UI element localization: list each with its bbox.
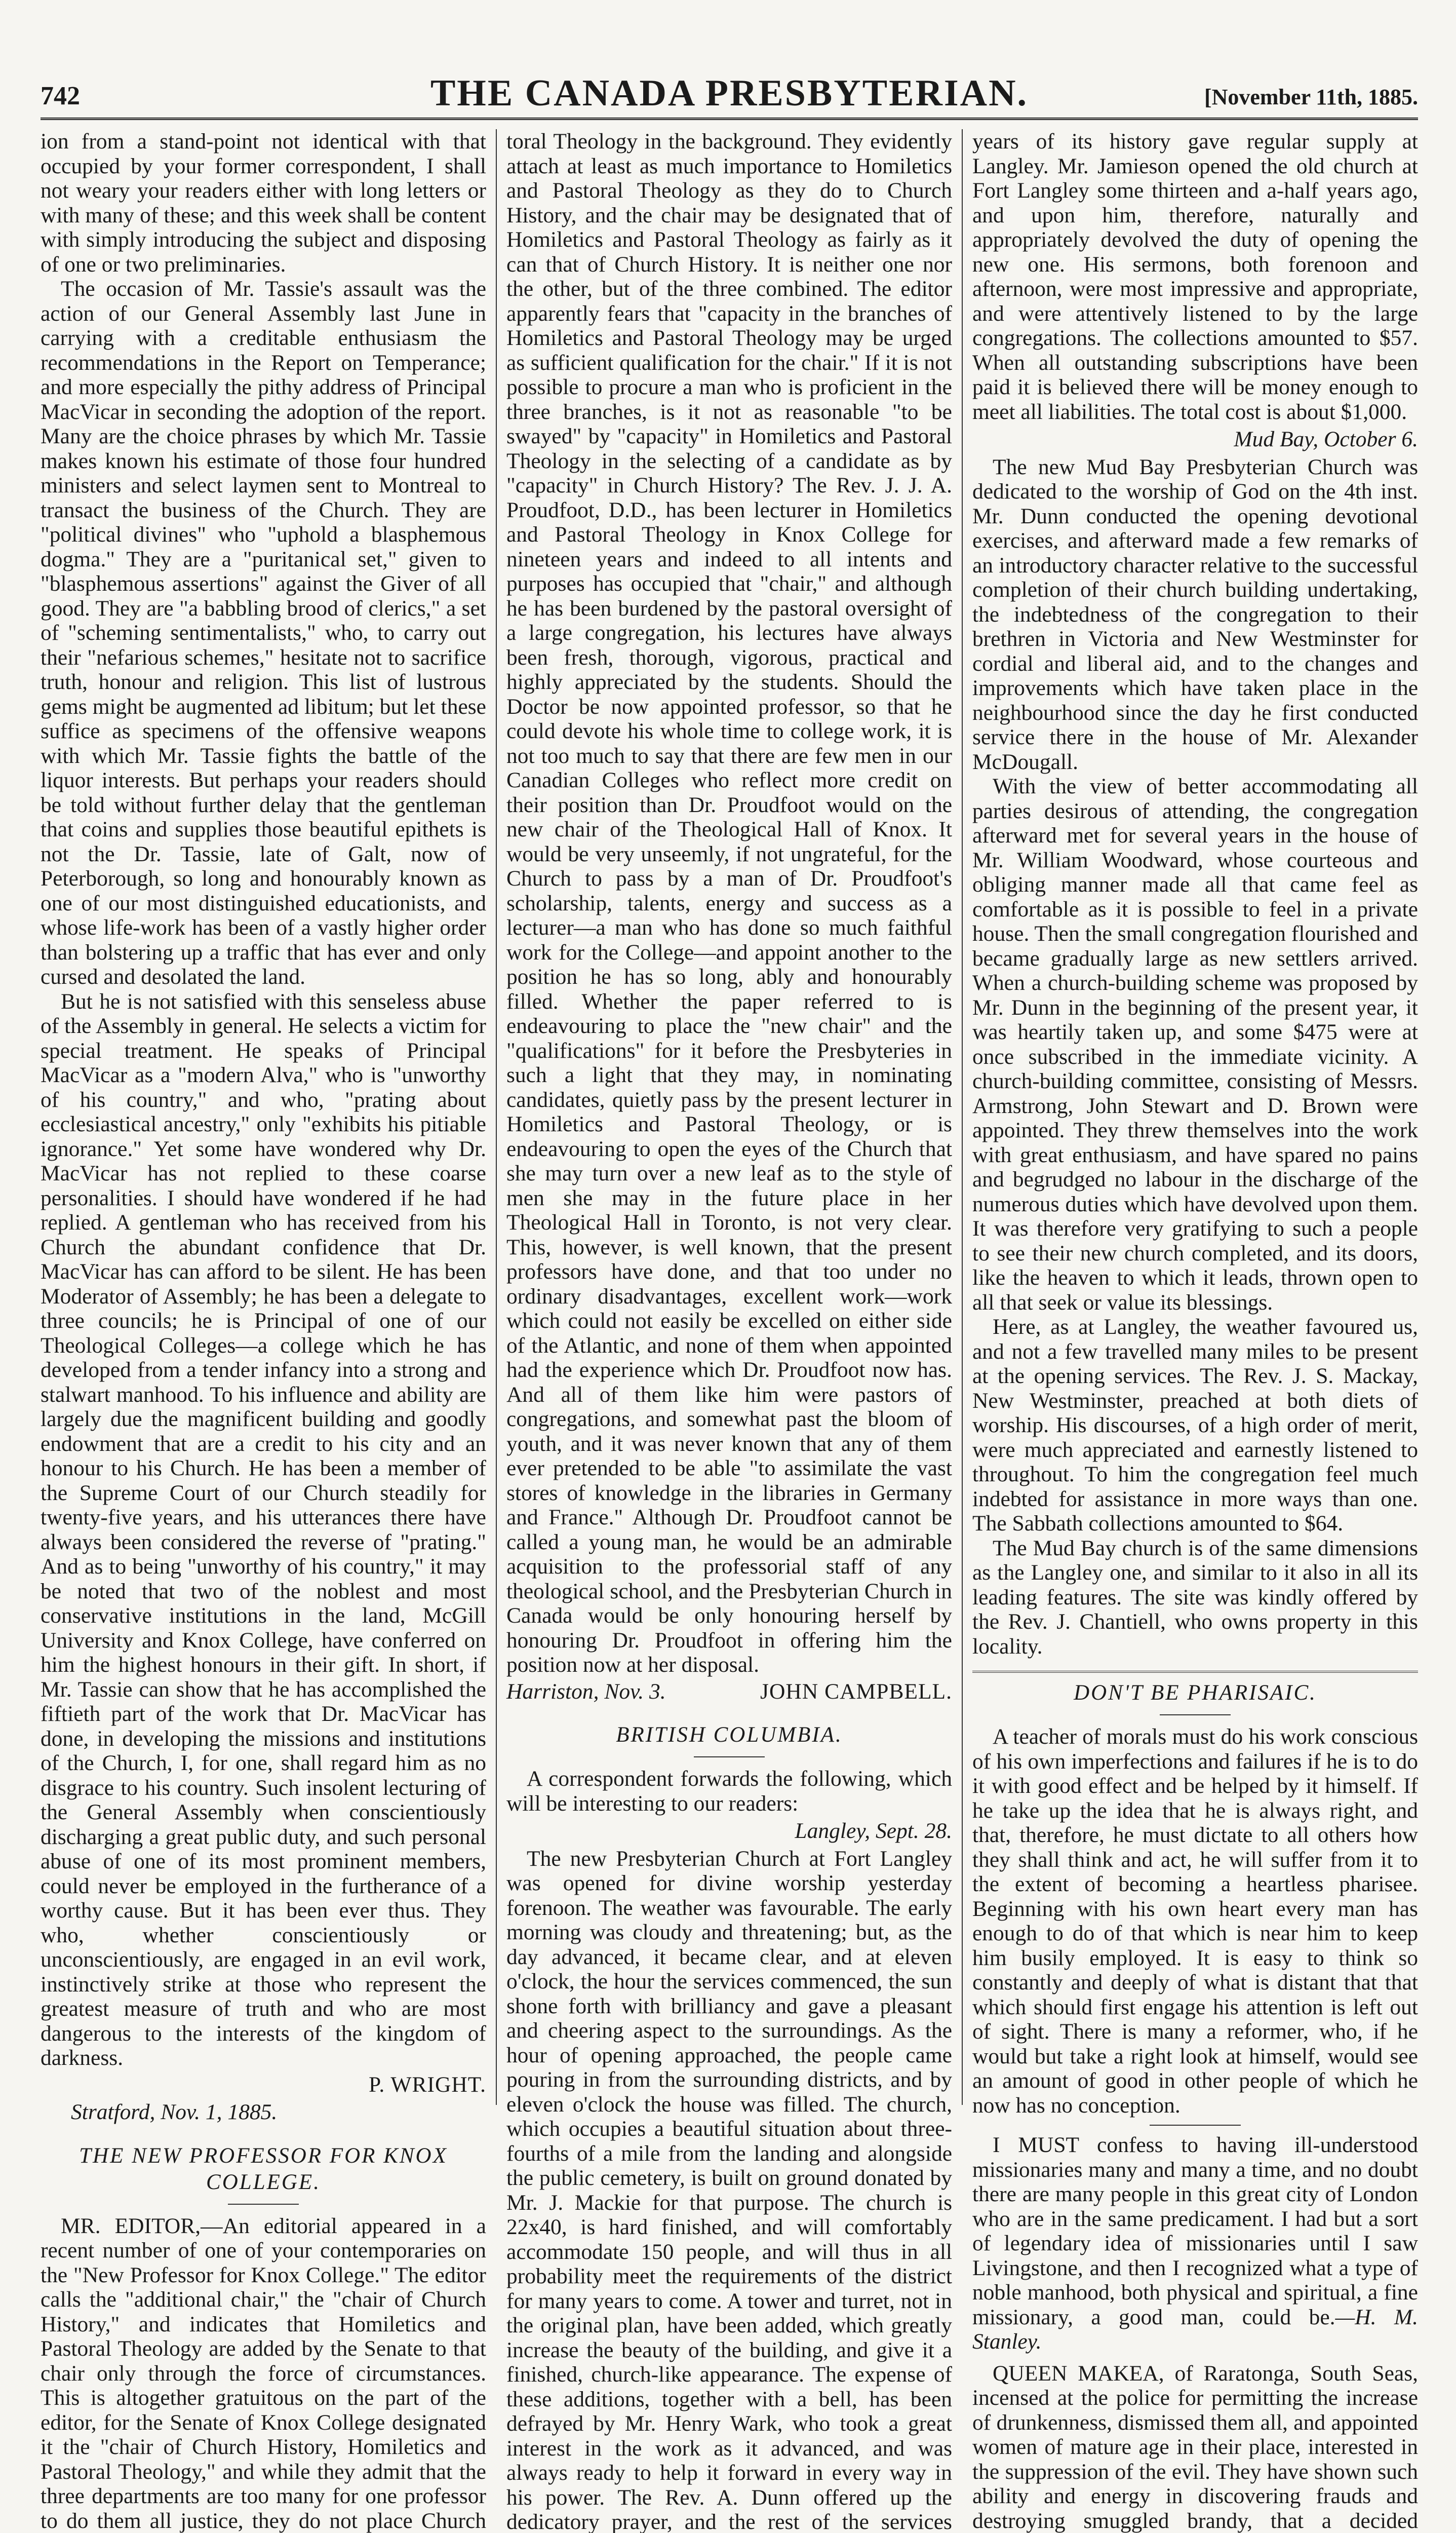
paragraph: MR. EDITOR,—An editorial appeared in a recent number of one of your contemporaries on the "New Professor for Knox College." The editor calls the "additional chair," the "chair of Church History," and indicates that Homiletics and Pastoral Theology are added by the Senate to that chair only through the force of circumstances. This is altogether gratuitous on the part of the editor, for the Senate of Knox College designated it the "chair of Church History, Homiletics and Pastoral Theology," and while they admit that the three departments are too many for one professor to do them all justice, they do not place Church [41, 2214, 486, 2533]
signature-name: P. WRIGHT. [369, 2073, 486, 2097]
page-header [41, 66, 1418, 122]
issue-date: [November 11th, 1885. [1204, 84, 1418, 110]
header-rule [41, 118, 1418, 120]
heading-rule [1160, 1714, 1231, 1715]
article-heading: BRITISH COLUMBIA. [506, 1722, 952, 1748]
article-heading: THE NEW PROFESSOR FOR KNOX COLLEGE. [41, 2143, 486, 2196]
paragraph: The new Presbyterian Church at Fort Langley was opened for divine worship yesterday forenoon. The weather was favourable. The early morning was cloudy and threatening; but, as the day advanced, it became clear, and at eleven o'clock, the hour the services commenced, the sun shone forth with brilliancy and gave a pleasant and cheering aspect to the surroundings. As the hour of opening approached, the people came pouring in from the surrounding districts, and by eleven o'clock the house was filled. The church, which occupies a beautiful situation about three-fourths of a mile from the landing and alongside the public cemetery, is built on ground donated by Mr. J. Mackie for that purpose. The church is 22x40, is hard finished, and will comfortably accommodate 150 people, and will thus in all probability meet the requirements of the district for many years to come. A tower and turret, not in the original plan, have been added, which greatly increase the beauty of the building, and give it a finished, church-like appearance. The expense of these additions, together with a bell, has been defrayed by Mr. Henry Wark, who took a great interest in the work as it advanced, and was always ready to help it forward in every way in his power. The Rev. A. Dunn offered up the dedicatory prayer, and the rest of the services [506, 1847, 952, 2533]
heading-rule [694, 1756, 765, 1757]
article-columns [41, 129, 1418, 2105]
column-1 [41, 129, 486, 2105]
paragraph [972, 2133, 1418, 2354]
paragraph: The new Mud Bay Presbyterian Church was dedicated to the worship of God on the 4th inst. Mr. Dunn conducted the opening devotional exercises, and afterward made a few remarks of an introductory character relative to the successful completion of their church building undertaking, the indebtedness of the congregation to their brethren in Victoria and New Westminster for cordial and liberal aid, and to the changes and improvements which have taken place in the neighbourhood since the day he first conducted service there in the house of Mr. Alexander McDougall. [972, 455, 1418, 775]
column-3 [972, 129, 1418, 2105]
paragraph: A correspondent forwards the following, which will be interesting to our readers: [506, 1767, 952, 1816]
signature-line [41, 2073, 486, 2097]
article-heading: DON'T BE PHARISAIC. [972, 1680, 1418, 1706]
dateline: Langley, Sept. 28. [506, 1819, 952, 1844]
signature-name: JOHN CAMPBELL. [760, 1679, 952, 1704]
heading-rule [228, 2204, 299, 2205]
signature-place: Harriston, Nov. 3. [506, 1679, 666, 1704]
masthead-title: THE CANADA PRESBYTERIAN. [41, 72, 1418, 115]
page-number: 742 [41, 81, 80, 111]
paragraph [972, 2361, 1418, 2533]
paragraph-text: QUEEN MAKEA, of Raratonga, South Seas, incensed at the police for permitting the increase of drunkenness, dismissed them all, and appointed women of mature age in their place, interested in the suppression of the evil. They have shown such ability and energy in discovering frauds and destroying smuggled brandy, that a decided [972, 2361, 1418, 2533]
paragraph: years of its history gave regular supply at Langley. Mr. Jamieson opened the old church at Fort Langley some thirteen and a-half years ago, and upon him, therefore, naturally and appropriately devolved the duty of opening the new one. His sermons, both forenoon and afternoon, were most impressive and appropriate, and were attentively listened to by the large congregations. The collections amounted to $57. When all outstanding subscriptions have been paid it is believed there will be money enough to meet all liabilities. The total cost is about $1,000. [972, 129, 1418, 424]
column-2 [506, 129, 952, 2105]
separator-rule [1150, 2125, 1241, 2126]
paragraph: With the view of better accommodating all parties desirous of attending, the congregation afterward met for several years in the house of Mr. William Woodward, whose courteous and obliging manner made all that came feel as comfortable as it is possible to feel in a private house. Then the small congregation flourished and became gradually large as new settlers arrived. When a church-building scheme was proposed by Mr. Dunn in the beginning of the present year, it was heartily taken up, and some $475 were at once subscribed in the immediate vicinity. A church-building committee, consisting of Messrs. Armstrong, John Stewart and D. Brown were appointed. They threw themselves into the work with great enthusiasm, and have spared no pains and begrudged no labour in the discharge of the numerous duties which have devolved upon them. It was therefore very gratifying to such a people to see their new church completed, and its doors, like the heaven to which it leads, thrown open to all that seek or value its blessings. [972, 774, 1418, 1315]
attribution: —H. M. Stanley. [972, 2305, 1418, 2354]
paragraph: A teacher of morals must do his work conscious of his own imperfections and failures if he is to do it with good effect and be helped by it himself. If he take up the idea that he is always right, and that, therefore, he must dictate to all others how they shall think and act, he will suffer from it to the extent of becoming a heartless pharisee. Beginning with his own heart every man has enough to do of that which is near him to keep him busily employed. It is easy to think so constantly and deeply of what is distant that that which should first engage his attention is left out of sight. There is many a reformer, who, if he would but take a right look at himself, would see an amount of good in other people of which he now has no conception. [972, 1724, 1418, 2118]
paragraph: But he is not satisfied with this senseless abuse of the Assembly in general. He selects a victim for special treatment. He speaks of Principal MacVicar as a "modern Alva," who is "unworthy of his country," and who, "prating about ecclesiastical ancestry," only "exhibits his pitiable ignorance." Yet some have wondered why Dr. MacVicar has not replied to these coarse personalities. I should have wondered if he had replied. A gentleman who has received from his Church the abundant confidence that Dr. MacVicar has can afford to be silent. He has been Moderator of Assembly; he has been a delegate to three councils; he is Principal of one of our Theological Colleges—a college which he has developed from a tender infancy into a strong and stalwart manhood. To his influence and ability are largely due the magnificent building and goodly endowment that are a credit to his city and an honour to his Church. He has been a member of the Supreme Court of our Church steadily for twenty-five years, and his utterances there have always been considered the reverse of "prating." And as to being "unworthy of his country," it may be noted that two of the noblest and most conservative institutions in the land, McGill University and Knox College, have conferred on him the highest honours in their gift. In short, if Mr. Tassie can show that he has accomplished the fiftieth part of the work that Dr. MacVicar has done, in developing the missions and institutions of the Church, I, for one, shall regard him as no disgrace to his country. Such insolent lecturing of the General Assembly when conscientiously discharging a great public duty, and such personal abuse of one of its most prominent members, could never be employed in the furtherance of a worthy cause. But it has been ever thus. They who, whether conscientiously or unconscientiously, are engaged in an evil work, instinctively strike at those who represent the greatest measure of truth and who are most dangerous to the interests of the kingdom of darkness. [41, 989, 486, 2070]
paragraph: Here, as at Langley, the weather favoured us, and not a few travelled many miles to be present at the opening services. The Rev. J. S. Mackay, New Westminster, preached at both diets of worship. His discourses, of a high order of merit, were much appreciated and earnestly listened to throughout. To him the congregation feel much indebted for assistance in more ways than one. The Sabbath collections amounted to $64. [972, 1315, 1418, 1536]
paragraph: ion from a stand-point not identical with that occupied by your former correspondent, I shall not weary your readers either with long letters or with many of these; and this week shall be content with simply introducing the subject and disposing of one or two preliminaries. [41, 129, 486, 277]
paragraph: The Mud Bay church is of the same dimensions as the Langley one, and similar to it also in all its leading features. The site was kindly offered by the Rev. J. Chantiell, who owns property in this locality. [972, 1536, 1418, 1659]
paragraph: toral Theology in the background. They evidently attach at least as much importance to Homiletics and Pastoral Theology as they do to Church History, and the chair may be designated that of Homiletics and Pastoral Theology as fairly as it can that of Church History. It is neither one nor the other, but of the three combined. The editor apparently fears that "capacity in the branches of Homiletics and Pastoral Theology may be urged as sufficient qualification for the chair." If it is not possible to procure a man who is proficient in the three branches, is it not as reasonable "to be swayed" by "capacity" in Homiletics and Pastoral Theology in the selecting of a candidate as by "capacity" in Church History? The Rev. J. J. A. Proudfoot, D.D., has been lecturer in Homiletics and Pastoral Theology in Knox College for nineteen years and indeed to all intents and purposes has occupied that "chair," and although he has been burdened by the pastoral oversight of a large congregation, his lectures have always been fresh, thorough, vigorous, practical and highly appreciated by the students. Should the Doctor be now appointed professor, so that he could devote his whole time to college work, it is not too much to say that there are few men in our Canadian Colleges who reflect more credit on their position than Dr. Proudfoot would on the new chair of the Theological Hall of Knox. It would be very unseemly, if not ungrateful, for the Church to pass by a man of Dr. Proudfoot's scholarship, talents, energy and success as a lecturer—a man who has done so much faithful work for the College—and appoint another to the position he has so long, ably and honourably filled. Whether the paper referred to is endeavouring to place the "new chair" and the "qualifications" for it before the Presbyteries in such a light that they may, in nominating candidates, quietly pass by the present lecturer in Homiletics and Pastoral Theology, or is endeavouring to open the eyes of the Church that she may turn over a new leaf as to the style of men she may in the future place in her Theological Hall in Toronto, is not very clear. This, however, is well known, that the present professors have done, and that too under no ordinary disadvantages, excellent work—work which could not easily be excelled on either side of the Atlantic, and none of them when appointed had the experience which Dr. Proudfoot now has. And all of them like him were pastors of congregations, and somewhat past the bloom of youth, and it was never known that any of them ever pretended to be able "to assimilate the vast stores of knowledge in the libraries in Germany and France." Although Dr. Proudfoot cannot be called a young man, he would be an admirable acquisition to the professorial staff of any theological school, and the Presbyterian Church in Canada would be only honouring herself by honouring Dr. Proudfoot in offering him the position now at her disposal. [506, 129, 952, 1677]
dateline: Mud Bay, October 6. [972, 427, 1418, 452]
signature-line [506, 1679, 952, 1704]
paragraph: The occasion of Mr. Tassie's assault was the action of our General Assembly last June in carrying with a creditable enthusiasm the recommendations in the Report on Temperance; and more especially the pithy address of Principal MacVicar in seconding the adoption of the report. Many are the choice phrases by which Mr. Tassie makes known his estimate of those four hundred ministers and select laymen sent to Montreal to transact the business of the Church. They are "political divines" who "uphold a blasphemous dogma." They are a "puritanical set," given to "blasphemous assertions" against the Giver of all good. They are "a babbling brood of clerics," a set of "scheming sentimentalists," who, to carry out their "nefarious schemes," hesitate not to sacrifice truth, honour and religion. This list of lustrous gems might be augmented ad libitum; but let these suffice as specimens of the offensive weapons with which Mr. Tassie fights the battle of the liquor interests. But perhaps your readers should be told without further delay that the gentleman that coins and supplies those beautiful epithets is not the Dr. Tassie, late of Galt, now of Peterborough, so long and honourably known as one of our most distinguished educationists, and whose life-work has been of a vastly higher order than bolstering up a traffic that has ever and only cursed and desolated the land. [41, 277, 486, 989]
signature-place: Stratford, Nov. 1, 1885. [41, 2100, 486, 2125]
section-rule [972, 1671, 1418, 1673]
paragraph-text: I MUST confess to having ill-understood missionaries many and many a time, and no doubt there are many people in this great city of London who are in the same predicament. I had but a sort of legendary idea of missionaries until I saw Livingstone, and then I recognized what a type of noble manhood, both physical and spiritual, a fine missionary, a good man, could be. [972, 2133, 1418, 2329]
